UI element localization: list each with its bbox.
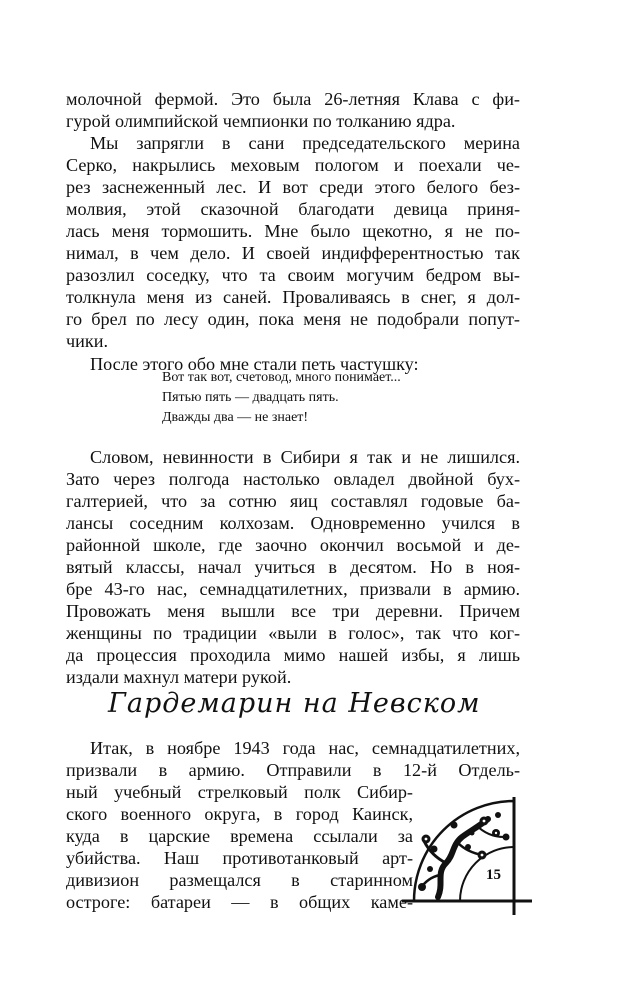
text-line: го брел по лесу один, пока меня не подобрали попут- [66,309,520,329]
text-line: галтерией, что за сотню яиц составлял годовые ба- [66,491,520,511]
poem-line: Пятью пять — двадцать пять. [162,390,339,405]
text-line: Мы запрягли в сани председательского мерина [90,133,520,153]
text-line: куда в царские времена ссылали за [66,826,413,846]
text-line: вятый классы, начал учиться в десятом. Но в ноя- [66,557,520,577]
text-line: Зато через полгода настолько овладел двойной бух- [66,469,520,489]
text-line: остроге: батареи — в общих каме- [66,892,413,912]
text-line: Итак, в ноябре 1943 года нас, семнадцатилетних, [90,738,520,758]
text-line: издали махнул матери рукой. [66,667,292,687]
text-line: чики. [66,331,108,351]
text-line: Серко, накрылись меховым пологом и поехали че- [66,155,520,175]
text-line: да процессия проходила мимо нашей избы, я лишь [66,645,520,665]
text-line: ского военного округа, в город Каинск, [66,804,413,824]
text-line: После этого обо мне стали петь частушку: [90,354,419,374]
text-line: женщины по традиции «выли в голос», так что ког- [66,623,520,643]
text-line: Словом, невинности в Сибири я так и не лишился. [90,447,520,467]
text-line: гурой олимпийской чемпионки по толканию ядра. [66,111,456,131]
fan-plum-blossom-icon [398,797,532,915]
text-line: нимал, в чем дело. И своей индифферентностью так [66,243,520,263]
text-line: районной школе, где заочно окончил восьмой и де- [66,535,520,555]
text-line: молвия, этой сказочной благодати девица приня- [66,199,520,219]
section-heading: Гардемарин на Невском [108,688,481,719]
text-line: дивизион размещался в старинном [66,870,413,890]
text-line: молочной фермой. Это была 26-летняя Клава с фи- [66,89,520,109]
text-line: призвали в армию. Отправили в 12-й Отдель- [66,760,520,780]
text-line: разозлил соседку, что та своим могучим бедром вы- [66,265,520,285]
text-line: толкнула меня из саней. Проваливаясь в снег, я дол- [66,287,520,307]
text-line: рез заснеженный лес. И вот среди этого белого без- [66,177,520,197]
text-line: лансы соседним колхозам. Одновременно учился в [66,513,520,533]
text-line: убийства. Наш противотанковый арт- [66,848,413,868]
text-line: лась меня тормошить. Мне было щекотно, я не по- [66,221,520,241]
poem-line: Дважды два — не знает! [162,410,309,425]
text-line: Провожать меня вышли все три деревни. Причем [66,601,520,621]
text-line: бре 43-го нас, семнадцатилетних, призвали в армию. [66,579,520,599]
page-number: 15 [486,867,501,883]
poem-line: Вот так вот, счетовод, много понимает... [162,370,401,385]
text-line: ный учебный стрелковый полк Сибир- [66,782,413,802]
